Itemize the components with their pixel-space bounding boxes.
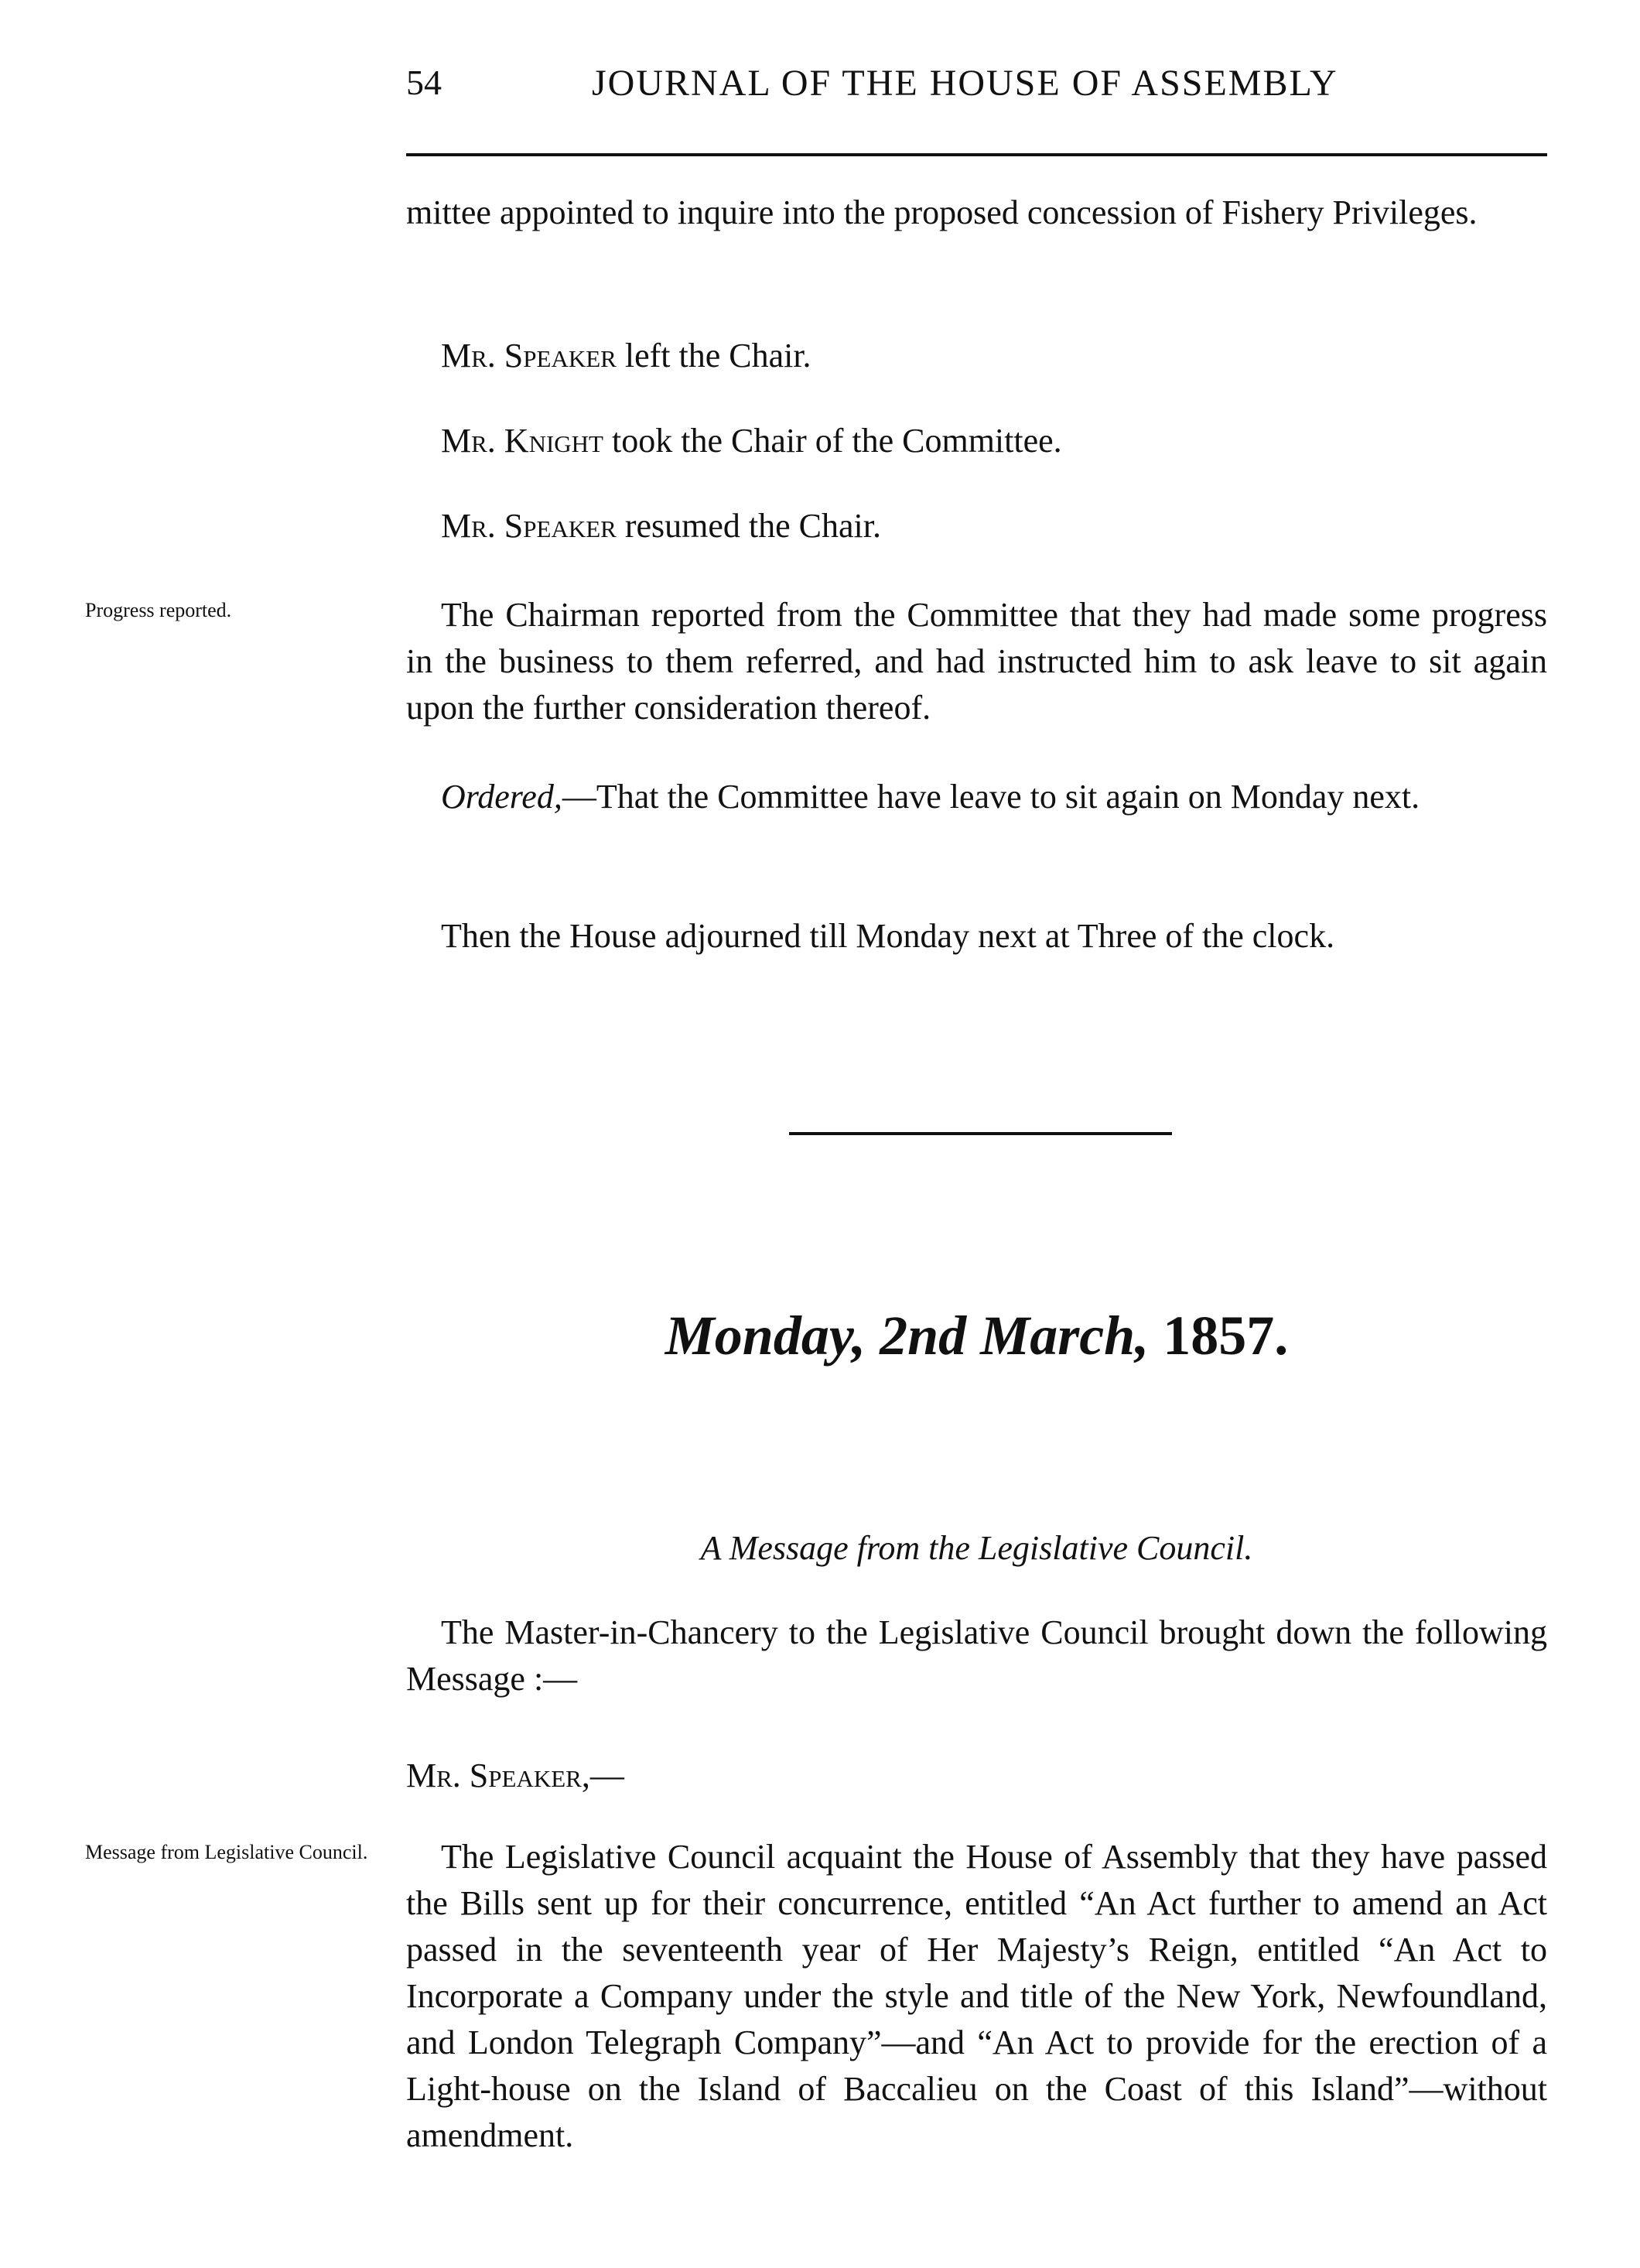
- page-header: [406, 62, 1547, 124]
- paragraph-adjourned: Then the House adjourned till Monday next at Three of the clock.: [441, 917, 1335, 955]
- header-rule: [406, 153, 1547, 156]
- margin-note-progress: Progress reported.: [85, 599, 232, 621]
- paragraph-ordered: [406, 774, 1547, 820]
- paragraph-text: took the Chair of the Committee.: [603, 422, 1062, 460]
- paragraph-message-intro: The Master-in-Chancery to the Legislative Council brought down the following Message :—: [406, 1613, 1547, 1698]
- ordered-label: Ordered,: [441, 778, 562, 816]
- message-heading: A Message from the Legislative Council.: [700, 1529, 1253, 1567]
- paragraph-speaker-left: [406, 333, 1547, 379]
- paragraph-chairman-report: The Chairman reported from the Committee that they had made some progress in the business to them referred, and had instructed him to ask leave to sit again upon the further consideration thereof.: [406, 596, 1547, 727]
- member-name: Mr. Knight: [441, 422, 603, 460]
- paragraph-committee-continuation: mittee appointed to inquire into the proposed concession of Fishery Privileges.: [406, 193, 1478, 231]
- date-heading: [406, 1304, 1547, 1368]
- paragraph-speaker-resumed: [406, 503, 1547, 549]
- date-day: Monday,: [665, 1305, 866, 1367]
- paragraph-knight-chair: [406, 418, 1547, 464]
- date-month: March,: [980, 1305, 1150, 1367]
- message-address: Mr. Speaker,—: [406, 1757, 624, 1794]
- paragraph-message-body: The Legislative Council acquaint the House of Assembly that they have passed the Bills sent up for their concurrence, entitled “An Act further to amend an Act passed in the seventeenth year of Her Majesty’s Reign, entitled “An Act to Incorporate a Company under the style and title of the New York, Newfoundland, and London Telegraph Company”—and “An Act to provide for the erection of a Light-house on the Island of Baccalieu on the Coast of this Island”—without amendment.: [406, 1838, 1547, 2154]
- speaker-name: Mr. Speaker: [441, 507, 617, 545]
- paragraph-text: left the Chair.: [616, 337, 811, 375]
- page-number: 54: [406, 63, 442, 102]
- running-title: JOURNAL OF THE HOUSE OF ASSEMBLY: [592, 63, 1338, 104]
- speaker-name: Mr. Speaker: [441, 337, 617, 375]
- margin-note-message: Message from Legislative Council.: [85, 1841, 368, 1863]
- paragraph-text: resumed the Chair.: [616, 507, 881, 545]
- paragraph-text: —That the Committee have leave to sit again on Monday next.: [562, 778, 1420, 816]
- section-rule: [789, 1132, 1172, 1135]
- date-ordinal: 2nd: [880, 1305, 967, 1367]
- date-year: 1857.: [1163, 1305, 1289, 1367]
